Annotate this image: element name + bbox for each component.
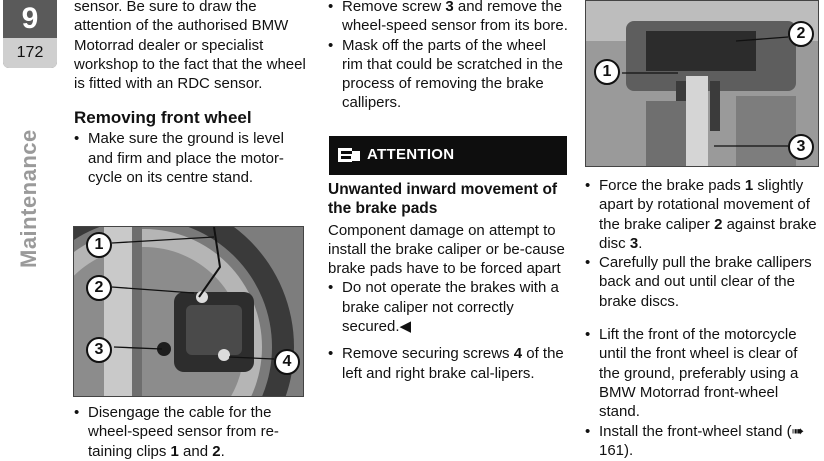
section-heading: Removing front wheel: [74, 108, 252, 128]
column-2-lower: [328, 180, 568, 383]
chapter-title: Maintenance: [16, 129, 41, 268]
column-1: [74, 0, 309, 187]
column-1-lower: [74, 403, 309, 461]
list-item: • Force the brake pads 1 slightly apart by rotational movement of the brake caliper 2 against brake disc 3.: [585, 176, 820, 253]
column-3: [585, 176, 820, 460]
front-wheel-figure: [73, 226, 304, 397]
list-item: • Remove securing screws 4 of the left and right brake cal-lipers.: [328, 344, 568, 383]
page-number: 172: [3, 38, 57, 68]
intro-text: sensor. Be sure to draw the attention of the authorised BMW Motorrad dealer or specialist workshop to the fact that the wheel is fitted with an RDC sensor.: [74, 0, 306, 93]
callout-2: 2: [86, 275, 112, 301]
callout-1: 1: [86, 232, 112, 258]
page-reference-arrow-icon: ➠: [791, 422, 805, 440]
callout-3: 3: [788, 134, 814, 160]
attention-banner: [329, 136, 567, 175]
list-item: • Install the front-wheel stand (➠ 161).: [585, 422, 820, 461]
list-item: • Mask off the parts of the wheel rim that could be scratched in the process of removing the brake callipers.: [328, 36, 568, 113]
attention-label: ATTENTION: [367, 146, 455, 163]
column-2: [328, 0, 568, 113]
callout-1: 1: [594, 59, 620, 85]
list-item: • Disengage the cable for the wheel-speed sensor from re-taining clips 1 and 2.: [74, 403, 309, 461]
list-item: • Make sure the ground is level and firm and place the motor-cycle on its centre stand.: [74, 129, 309, 187]
list-item: • Remove screw 3 and remove the wheel-speed sensor from its bore.: [328, 0, 568, 36]
chapter-tab: [3, 0, 57, 68]
callout-4: 4: [274, 349, 300, 375]
brake-caliper-figure: [585, 0, 819, 167]
chapter-number: 9: [21, 2, 39, 35]
chapter-sidebar: [0, 0, 60, 461]
warning-text: Component damage on attempt to install the brake caliper or be-cause brake pads have to be forced apart: [328, 221, 565, 278]
warning-heading: Unwanted inward movement of the brake pads: [328, 181, 558, 218]
brake-caliper-illustration: [586, 1, 819, 167]
callout-3: 3: [86, 337, 112, 363]
warning-hand-icon: [337, 145, 361, 165]
list-item: • Carefully pull the brake callipers back and out until clear of the brake discs.: [585, 253, 820, 311]
list-item: • Lift the front of the motorcycle until the front wheel is clear of the ground, preferably using a BMW Motorrad front-wheel stand.: [585, 325, 820, 421]
list-item: • Do not operate the brakes with a brake caliper not correctly secured.◀: [328, 278, 568, 336]
callout-2: 2: [788, 21, 814, 47]
